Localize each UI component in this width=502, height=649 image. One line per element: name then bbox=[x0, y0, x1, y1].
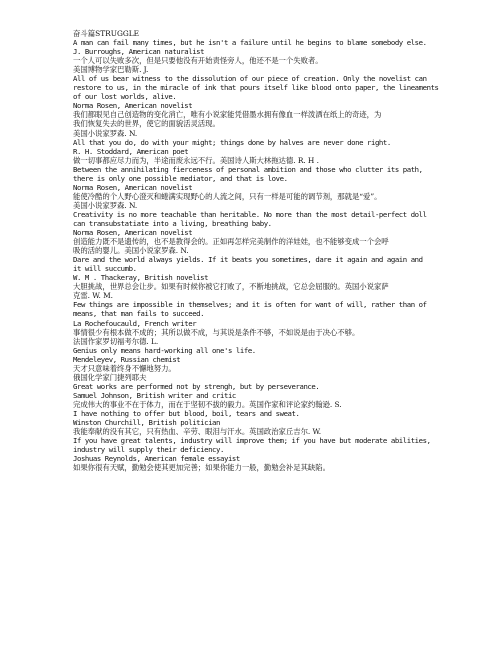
chinese-text-line: 吸的活的婴儿。美国小说家罗森. N. bbox=[73, 246, 189, 256]
chinese-text-line: 做一切事都应尽力而为，半途而废永远不行。美国诗人斯大林拖达德. R. H . bbox=[73, 155, 319, 165]
chinese-text-line: 美国小说家罗森. N. bbox=[73, 128, 138, 138]
english-text-line: J. Burroughs, American naturalist bbox=[73, 47, 205, 57]
chinese-text-line: 法国作家罗切福考尔德. L. bbox=[73, 336, 159, 346]
document-page bbox=[73, 29, 445, 472]
english-text-line: Dare and the world always yields. If it beats you sometimes, dare it again and again and bbox=[73, 255, 423, 265]
english-text-line: A man can fail many times, but he isn't a failure until he begins to blame somebody else. bbox=[73, 38, 427, 48]
chinese-text-line: 美国博物学家巴勒斯. J. bbox=[73, 65, 149, 75]
english-text-line: Joshuas Reynolds, American female essayist bbox=[73, 454, 240, 464]
chinese-text-line: 能使冷酷的个人野心澄灭和蜷满实现野心的人流之间，只有一样是可能的调节剂，那就是“爱”。 bbox=[73, 191, 382, 201]
chinese-text-line: 创造能力既不是遗传的，也不是教得会的。正如再怎样完美制作的洋娃娃，也不能够变成一个会呼 bbox=[73, 237, 389, 247]
english-text-line: Winston Churchill, British politician bbox=[73, 418, 221, 428]
english-text-line: of our lost worlds, alive. bbox=[73, 92, 177, 102]
chinese-text-line: 天才只意味着终身不懈地努力。 bbox=[73, 363, 176, 373]
chinese-text-line: 如果你很有天赋，勤勉会使其更加完善；如果你能力一般，勤勉会补足其缺陷。 bbox=[73, 463, 330, 473]
english-text-line: it will succumb. bbox=[73, 264, 137, 274]
english-text-line: Mendeleyev, Russian chemist bbox=[73, 354, 181, 364]
chinese-text-line: 克雷. W. M. bbox=[73, 291, 113, 301]
chinese-text-line: 一个人可以失败多次，但是只要他没有开始责怪旁人，他还不是一个失败者。 bbox=[73, 56, 323, 66]
english-text-line: Samuel Johnson, British writer and critic bbox=[73, 390, 236, 400]
chinese-text-line: 美国小说家罗森. N. bbox=[73, 200, 138, 210]
english-text-line: restore to us, in the miracle of ink that pours itself like blood onto paper, the lineaments bbox=[73, 83, 439, 93]
document-title: 奋斗篇STRUGGLE bbox=[73, 29, 140, 38]
chinese-text-line: 大胆挑战，世界总会让步。如果有时候你被它打败了，不断地挑战，它总会屈服的。英国小说家萨 bbox=[73, 282, 389, 292]
english-text-line: Creativity is no more teachable than heritable. No more than the most detail-perfect doll bbox=[73, 209, 427, 219]
english-text-line: W. M . Thackeray, British novelist bbox=[73, 273, 209, 283]
english-text-line: means, that man fails to succeed. bbox=[73, 309, 205, 319]
document-body bbox=[73, 38, 445, 472]
english-text-line: Few things are impossible in themselves; and it is often for want of will, rather than of bbox=[73, 300, 427, 310]
english-text-line: can transubstatiate into a living, breathing baby. bbox=[73, 218, 272, 228]
english-text-line: All that you do, do with your might; things done by halves are never done right. bbox=[73, 137, 391, 147]
chinese-text-line: 事情很少有根本做不成的；其所以做不成，与其说是条件不够，不如说是由于决心不够。 bbox=[73, 327, 360, 337]
english-text-line: La Rochefoucauld, French writer bbox=[73, 318, 197, 328]
english-text-line: If you have great talents, industry will improve them; if you have but moderate abilities, bbox=[73, 436, 431, 446]
english-text-line: I have nothing to offer but blood, boil, tears and sweat. bbox=[73, 408, 300, 418]
english-text-line: Norma Rosen, American novelist bbox=[73, 101, 193, 111]
english-text-line: Between the annihilating fierceness of personal ambition and those who clutter its path, bbox=[73, 164, 423, 174]
english-text-line: Norma Rosen, American novelist bbox=[73, 228, 193, 238]
english-text-line: there is only one possible mediator, and that is love. bbox=[73, 173, 288, 183]
english-text-line: All of us bear witness to the dissolution of our piece of creation. Only the novelist can bbox=[73, 74, 427, 84]
english-text-line: Great works are performed not by strengh, but by perseverance. bbox=[73, 381, 320, 391]
english-text-line: industry will supply their deficiency. bbox=[73, 445, 224, 455]
english-text-line: R. H. Stoddard, American poet bbox=[73, 146, 189, 156]
chinese-text-line: 我们恢复失去的世界，使它的面貌活灵活现。 bbox=[73, 119, 220, 129]
chinese-text-line: 完成伟大的事业不在于体力，而在于坚韧不拔的毅力。英国作家和评论家约翰逊. S. bbox=[73, 399, 342, 409]
chinese-text-line: 我们都眼见自己创造物的变化消亡，唯有小说家能凭借墨水拥有像血一样泼洒在纸上的奇迹，为 bbox=[73, 110, 382, 120]
chinese-text-line: 我能奉献的没有其它，只有热血、辛劳、眼泪与汗水。英国政治家丘吉尔. W. bbox=[73, 427, 322, 437]
english-text-line: Norma Rosen, American novelist bbox=[73, 182, 193, 192]
chinese-text-line: 俄国化学家门捷列耶夫 bbox=[73, 372, 147, 382]
english-text-line: Genius only means hard-working all one's life. bbox=[73, 345, 256, 355]
